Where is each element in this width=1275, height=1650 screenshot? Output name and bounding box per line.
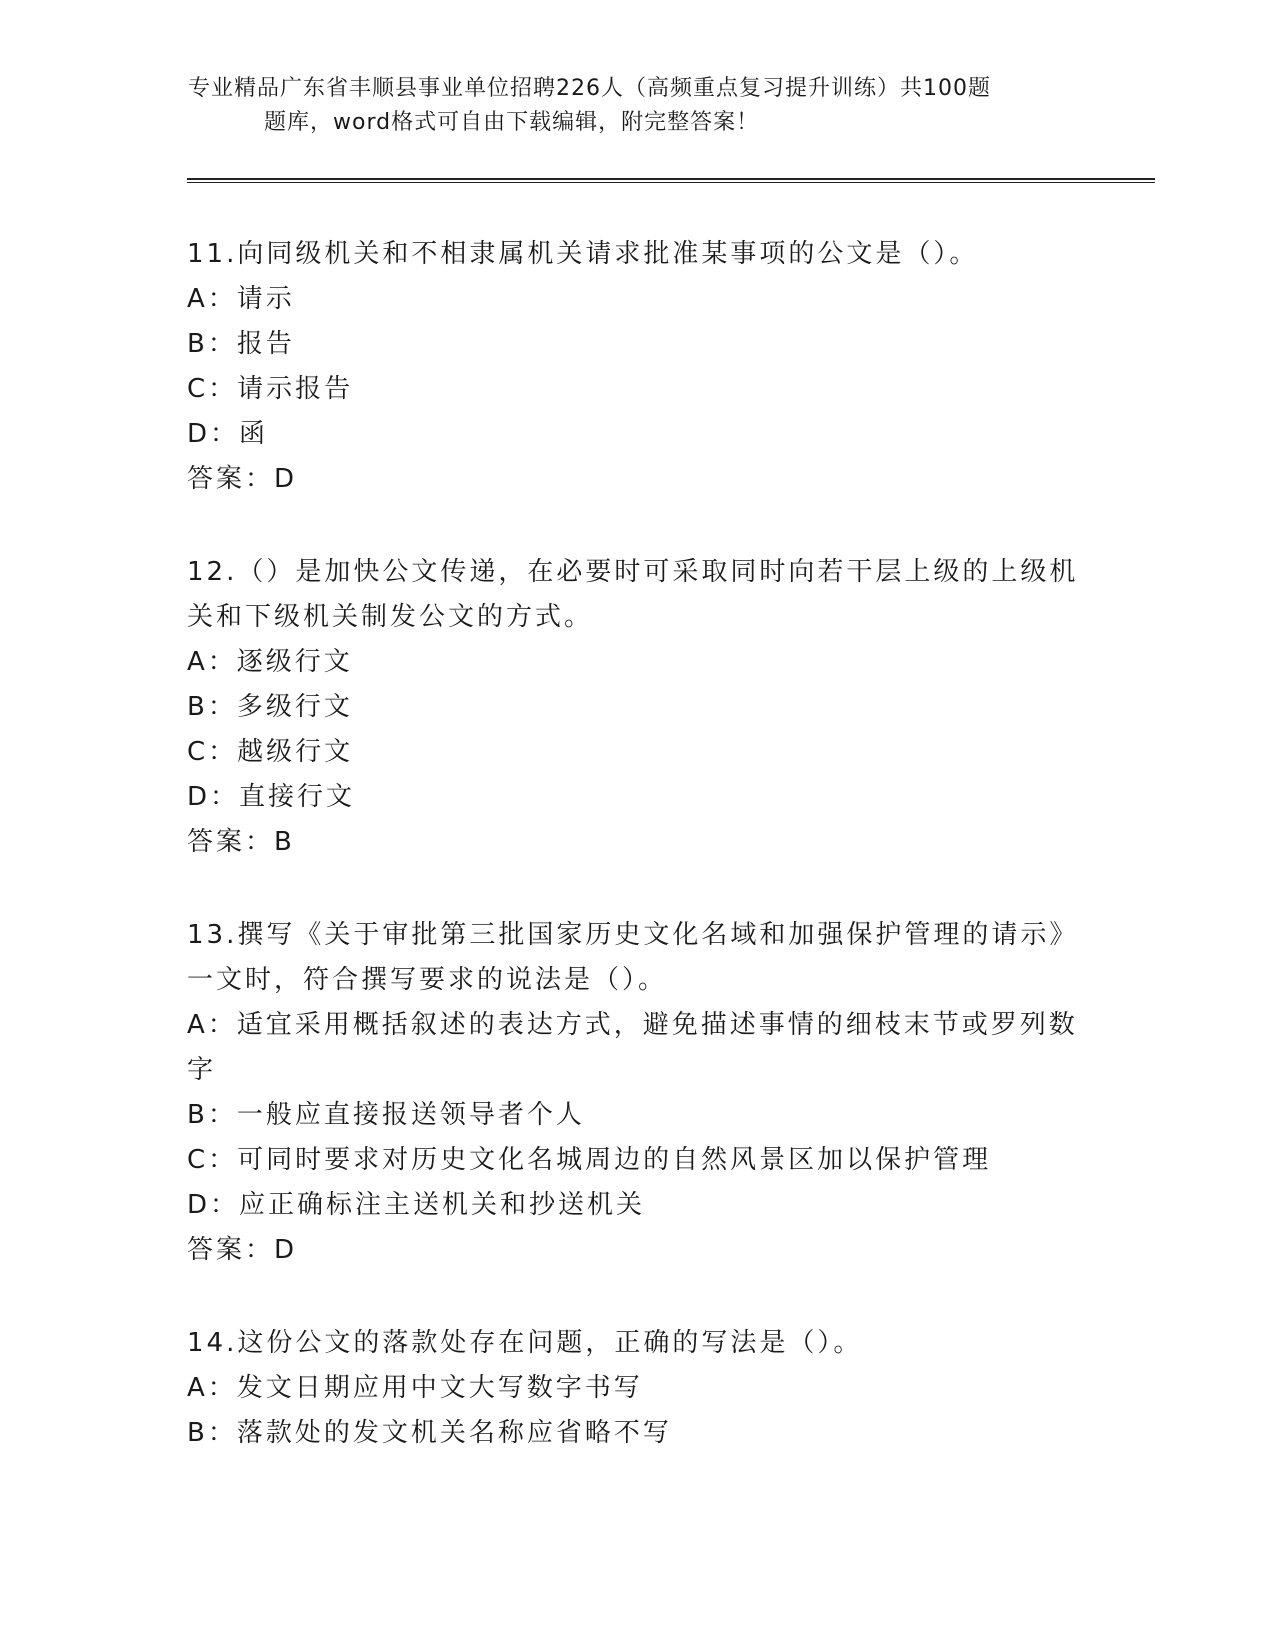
answer-value: D <box>274 464 296 494</box>
option-a: A：请示 <box>187 284 295 314</box>
answer-line <box>187 820 1087 865</box>
option-d: D：应正确标注主送机关和抄送机关 <box>187 1190 646 1220</box>
header-title-line1: 专业精品广东省丰顺县事业单位招聘226人（高频重点复习提升训练）共100题 <box>188 76 991 101</box>
answer-label: 答案： <box>187 827 275 857</box>
question-12 <box>187 550 1087 865</box>
header-divider <box>187 178 1155 183</box>
option-b: B：报告 <box>187 329 295 359</box>
option-a: A：适宜采用概括叙述的表达方式，避免描述事情的细枝末节或罗列数字 <box>187 1010 1078 1085</box>
option-b: B：多级行文 <box>187 692 353 722</box>
question-stem: 13.撰写《关于审批第三批国家历史文化名域和加强保护管理的请示》一文时，符合撰写要求的说法是（）。 <box>187 920 1079 995</box>
option-a: A：逐级行文 <box>187 647 353 677</box>
question-stem: 12.（）是加快公文传递，在必要时可采取同时向若干层上级的上级机关和下级机关制发公文的方式。 <box>187 557 1079 632</box>
question-stem: 14.这份公文的落款处存在问题，正确的写法是（）。 <box>187 1328 863 1358</box>
option-a: A：发文日期应用中文大写数字书写 <box>187 1373 643 1403</box>
option-c: C：请示报告 <box>187 374 354 404</box>
answer-line <box>187 457 1087 502</box>
question-13 <box>187 913 1087 1273</box>
option-b: B：一般应直接报送领导者个人 <box>187 1100 585 1130</box>
answer-line <box>187 1228 1087 1273</box>
question-stem: 11.向同级机关和不相隶属机关请求批准某事项的公文是（）。 <box>187 239 979 269</box>
header-title-line2: 题库，word格式可自由下载编辑，附完整答案！ <box>264 110 760 135</box>
option-b: B：落款处的发文机关名称应省略不写 <box>187 1418 672 1448</box>
option-d: D：直接行文 <box>187 782 356 812</box>
answer-value: B <box>274 827 293 857</box>
option-c: C：越级行文 <box>187 737 354 767</box>
answer-label: 答案： <box>187 1235 275 1265</box>
option-d: D：函 <box>187 419 269 449</box>
answer-label: 答案： <box>187 464 275 494</box>
option-c: C：可同时要求对历史文化名城周边的自然风景区加以保护管理 <box>187 1145 992 1175</box>
question-11 <box>187 232 1087 502</box>
answer-value: D <box>274 1235 296 1265</box>
question-14 <box>187 1321 1087 1456</box>
document-header <box>188 72 1088 140</box>
question-list <box>187 232 1087 1504</box>
